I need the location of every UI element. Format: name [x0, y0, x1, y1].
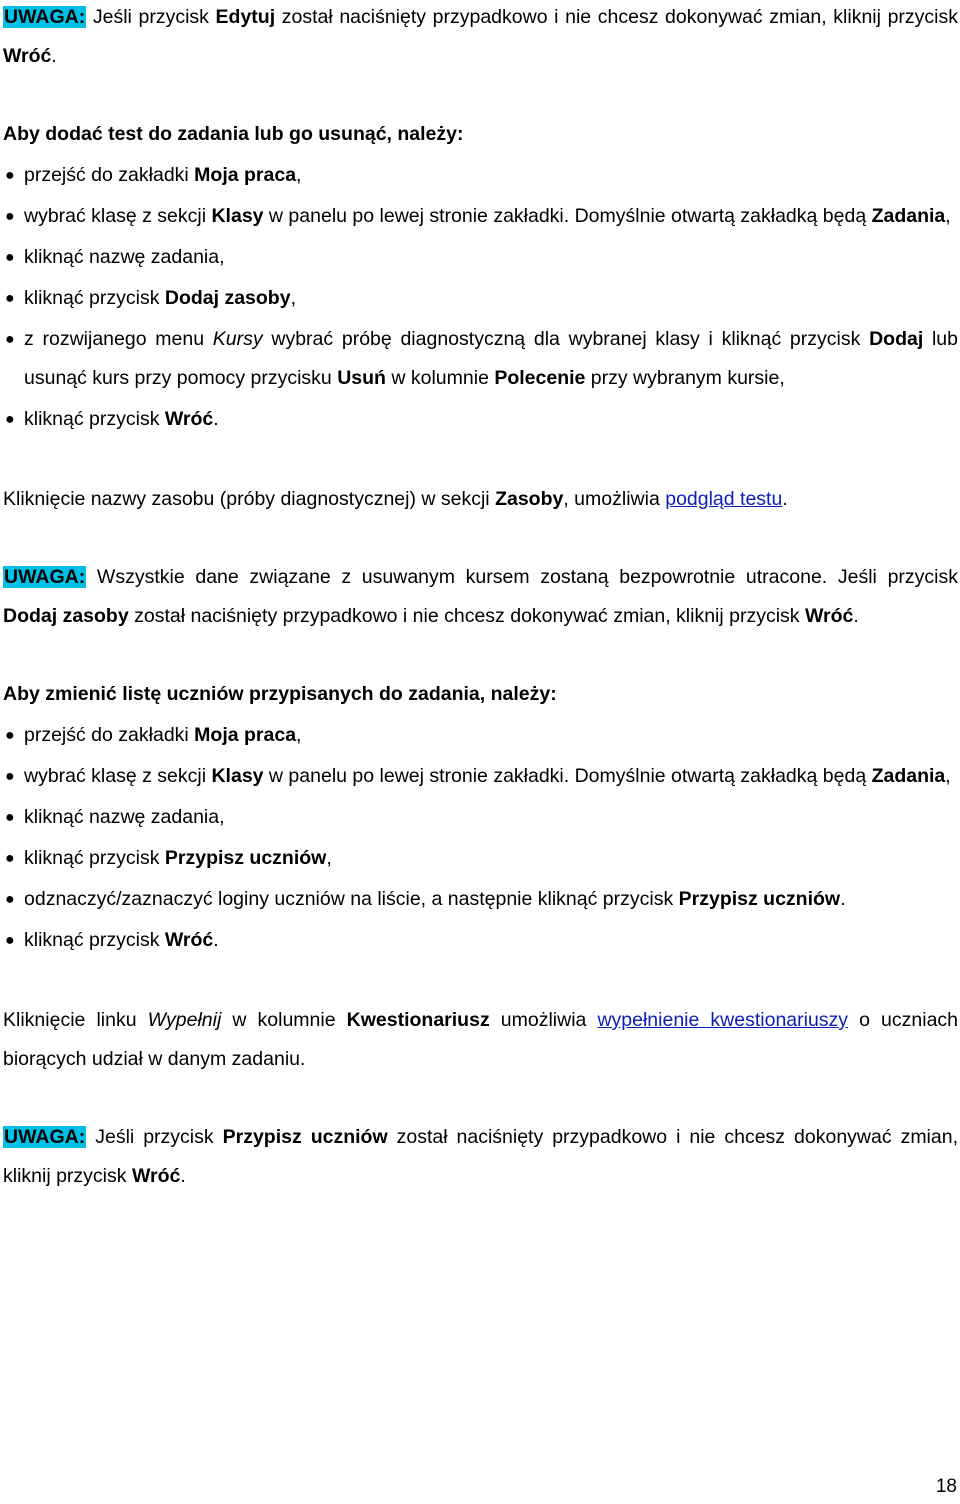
text: , — [290, 287, 296, 309]
warning-note-assign-students — [3, 1118, 958, 1196]
text: , — [945, 205, 951, 227]
text: przejść do zakładki — [24, 164, 195, 186]
bold-term: Polecenie — [494, 367, 586, 389]
text: wybrać próbę diagnostyczną dla wybranej klasy i kliknąć przycisk — [262, 328, 870, 350]
text: Kliknięcie linku — [3, 1009, 148, 1031]
bullet-icon: ● — [5, 727, 15, 744]
text: w panelu po lewej stronie zakładki. Domyślnie otwartą zakładką będą — [263, 765, 872, 787]
bold-term: Wróć — [131, 1165, 181, 1187]
bullet-icon: ● — [5, 167, 15, 184]
list-item — [3, 238, 958, 277]
text: kliknąć przycisk — [24, 929, 165, 951]
list-item — [3, 798, 958, 837]
text: został naciśnięty przypadkowo i nie chcesz dokonywać zmian, kliknij przycisk — [128, 605, 805, 627]
bold-term: Zadania — [871, 765, 946, 787]
bullet-icon: ● — [5, 290, 15, 307]
list-item — [3, 197, 958, 236]
text: . — [213, 408, 219, 430]
bullet-icon: ● — [5, 249, 15, 266]
text: . — [853, 605, 859, 627]
bold-term: Usuń — [337, 367, 386, 389]
text: Wszystkie dane związane z usuwanym kursem zostaną bezpowrotnie utracone. Jeśli przycisk — [86, 566, 958, 588]
button-name-wroc: Wróć — [3, 45, 52, 67]
text: , umożliwia — [563, 488, 666, 510]
text: kliknąć nazwę zadania, — [24, 246, 225, 268]
bold-term: Klasy — [211, 765, 264, 787]
warning-note-add-resources — [3, 558, 958, 636]
bullet-icon: ● — [5, 411, 15, 428]
list-item — [3, 757, 958, 796]
text: w panelu po lewej stronie zakładki. Domyślnie otwartą zakładką będą — [263, 205, 872, 227]
text: Jeśli przycisk — [86, 6, 216, 28]
list-item — [3, 839, 958, 878]
heading-text: Aby dodać test do zadania lub go usunąć, należy: — [3, 123, 464, 145]
bold-term: Dodaj zasoby — [164, 287, 291, 309]
text: Kliknięcie nazwy zasobu (próby diagnostycznej) w sekcji — [3, 488, 496, 510]
bullet-icon: ● — [5, 850, 15, 867]
text: został naciśnięty przypadkowo i nie chcesz dokonywać zmian, kliknij przycisk — [3, 1126, 958, 1187]
text: z rozwijanego menu — [24, 328, 213, 350]
text: Jeśli przycisk — [86, 1126, 223, 1148]
text: został naciśnięty przypadkowo i nie chcesz dokonywać zmian, kliknij przycisk — [275, 6, 959, 28]
list-item — [3, 716, 958, 755]
paragraph-resource-preview — [3, 480, 958, 519]
bold-term: Dodaj zasoby — [3, 605, 129, 627]
link-test-preview[interactable]: podgląd testu — [665, 488, 783, 510]
text: przy wybranym kursie, — [585, 367, 785, 389]
text: kliknąć przycisk — [24, 287, 165, 309]
list-item — [3, 880, 958, 919]
bullet-icon: ● — [5, 331, 15, 348]
bullet-icon: ● — [5, 932, 15, 949]
bold-term: Wróć — [164, 408, 214, 430]
warning-label: UWAGA: — [4, 1126, 86, 1148]
text: wybrać klasę z sekcji — [24, 205, 212, 227]
warning-label: UWAGA: — [4, 566, 86, 588]
bold-term: Wróć — [164, 929, 214, 951]
bold-term: Przypisz uczniów — [164, 847, 327, 869]
text: kliknąć przycisk — [24, 847, 165, 869]
bold-term: Zadania — [871, 205, 946, 227]
section-heading-students — [3, 675, 958, 714]
bold-term: Zasoby — [495, 488, 564, 510]
list-item — [3, 320, 958, 398]
text: , — [296, 164, 302, 186]
text: . — [180, 1165, 186, 1187]
bold-term: Moja praca — [194, 724, 297, 746]
list-item — [3, 279, 958, 318]
text: , — [945, 765, 951, 787]
link-fill-questionnaires[interactable]: wypełnienie kwestionariuszy — [597, 1009, 849, 1031]
list-item — [3, 921, 958, 960]
heading-text: Aby zmienić listę uczniów przypisanych do zadania, należy: — [3, 683, 557, 705]
paragraph-questionnaire — [3, 1001, 958, 1079]
text: . — [213, 929, 219, 951]
bullet-icon: ● — [5, 891, 15, 908]
bullet-icon: ● — [5, 208, 15, 225]
text: przejść do zakładki — [24, 724, 195, 746]
italic-term: Wypełnij — [147, 1009, 222, 1031]
italic-term: Kursy — [212, 328, 263, 350]
button-name-edytuj: Edytuj — [215, 6, 276, 28]
text: kliknąć nazwę zadania, — [24, 806, 225, 828]
page-number: 18 — [935, 1476, 957, 1497]
text: , — [326, 847, 332, 869]
bold-term: Kwestionariusz — [346, 1009, 490, 1031]
text: . — [782, 488, 788, 510]
steps-list-students — [3, 716, 958, 960]
bold-term: Przypisz uczniów — [222, 1126, 388, 1148]
text: . — [840, 888, 846, 910]
text: odznaczyć/zaznaczyć loginy uczniów na liście, a następnie kliknąć przycisk — [24, 888, 679, 910]
warning-note-edit — [3, 0, 958, 76]
text: w kolumnie — [221, 1009, 347, 1031]
text: wybrać klasę z sekcji — [24, 765, 212, 787]
bold-term: Przypisz uczniów — [678, 888, 841, 910]
bullet-icon: ● — [5, 768, 15, 785]
text: o uczniach biorących udział w danym zadaniu. — [3, 1009, 959, 1070]
document-page — [3, 0, 958, 1196]
text: lub usunąć kurs przy pomocy przycisku — [24, 328, 959, 389]
text: kliknąć przycisk — [24, 408, 165, 430]
bold-term: Moja praca — [194, 164, 297, 186]
bold-term: Dodaj — [869, 328, 924, 350]
steps-list-add-test — [3, 156, 958, 439]
bold-term: Wróć — [804, 605, 854, 627]
bullet-icon: ● — [5, 809, 15, 826]
warning-label: UWAGA: — [4, 6, 86, 28]
section-heading-add-test — [3, 115, 958, 154]
text: umożliwia — [489, 1009, 598, 1031]
list-item — [3, 400, 958, 439]
text: w kolumnie — [385, 367, 495, 389]
text: . — [51, 45, 57, 67]
bold-term: Klasy — [211, 205, 264, 227]
text: , — [296, 724, 302, 746]
list-item — [3, 156, 958, 195]
